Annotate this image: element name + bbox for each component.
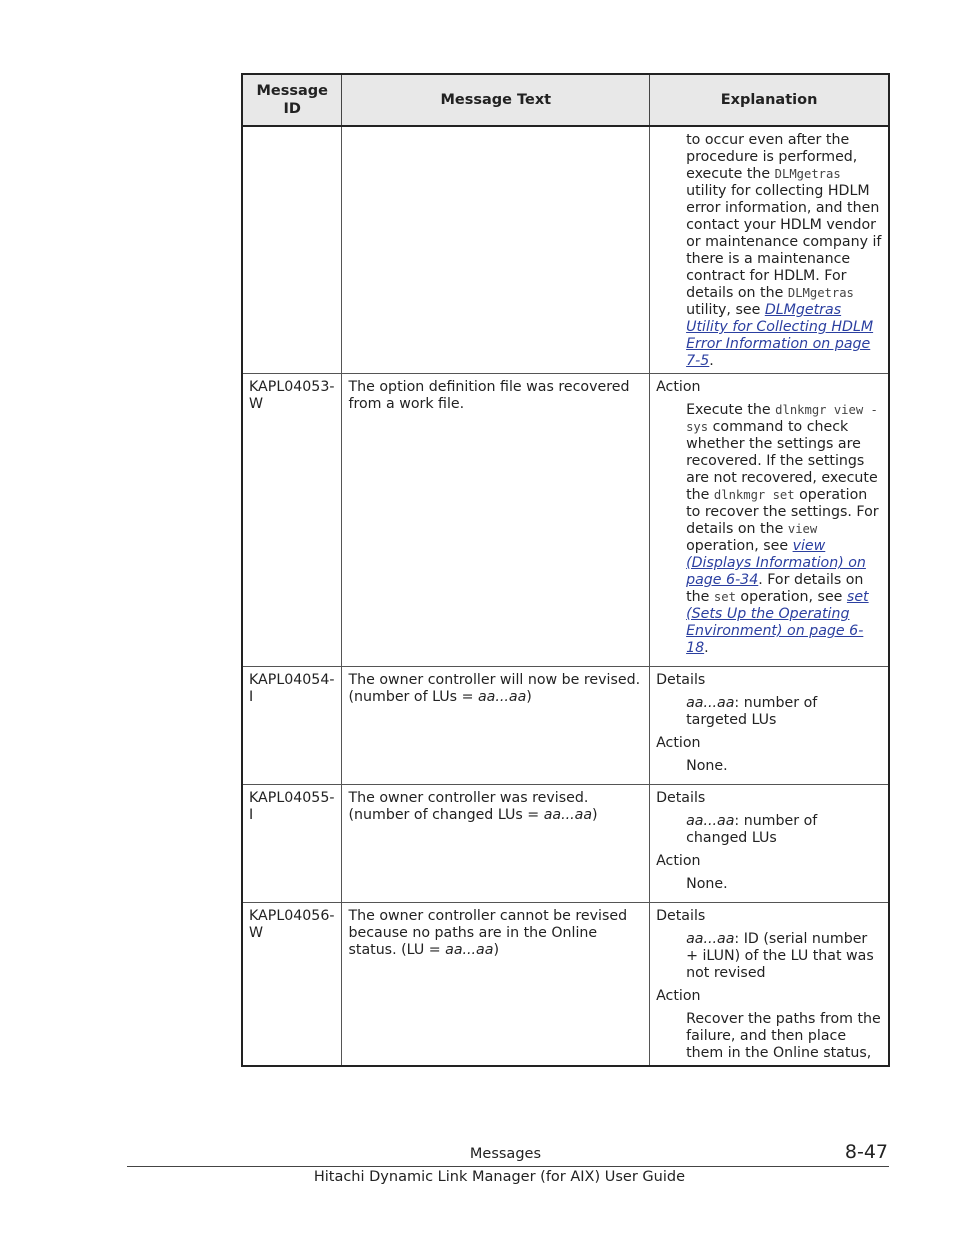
footer-divider: [127, 1166, 889, 1167]
action-label: Action: [656, 988, 701, 1004]
details-label: Details: [656, 672, 706, 688]
message-text-cell: The owner controller was revised. (number of changed LUs = aa...aa): [342, 785, 650, 903]
message-id-cell: KAPL04053-W: [242, 374, 342, 667]
message-text-cell: [342, 126, 650, 374]
table-row: [242, 903, 889, 1067]
action-text: None.: [686, 876, 728, 892]
message-id-cell: KAPL04056-W: [242, 903, 342, 1067]
explanation-cell: [650, 126, 889, 374]
message-id-cell: [242, 126, 342, 374]
explanation-cell: [650, 667, 889, 785]
details-label: Details: [656, 790, 706, 806]
message-table: [241, 73, 890, 1067]
dlmgetras-utility-link[interactable]: DLMgetras Utility for Collecting HDLM Error Information on page 7-5: [686, 302, 874, 369]
explanation-cell: [650, 785, 889, 903]
details-text: aa...aa: number of targeted LUs: [686, 695, 818, 728]
details-text: aa...aa: number of changed LUs: [686, 813, 818, 846]
action-text: None.: [686, 758, 728, 774]
table-row: [242, 785, 889, 903]
view-operation-link[interactable]: view (Displays Information) on page 6-34: [686, 538, 866, 588]
details-text: aa...aa: ID (serial number + iLUN) of the LU that was not revised: [686, 931, 874, 981]
table-row: [242, 667, 889, 785]
explanation-cell: [650, 374, 889, 667]
action-text: Execute the dlnkmgr view -sys command to check whether the settings are recovered. If the settings are not recovered, execute the dlnkmgr set operation to recover the settings. For details on the view operation, see view (Displays Information) on page 6-34. For details on the set operation, see set (Sets Up the Operating Environment) on page 6-18.: [686, 402, 879, 656]
action-label: Action: [656, 735, 701, 751]
explanation-cell: [650, 903, 889, 1067]
header-message-id: Message ID: [242, 74, 342, 126]
message-id-cell: KAPL04055-I: [242, 785, 342, 903]
footer-book-title: Hitachi Dynamic Link Manager (for AIX) User Guide: [313, 1169, 685, 1185]
table-row: [242, 126, 889, 374]
message-text-cell: The option definition file was recovered from a work file.: [342, 374, 650, 667]
header-explanation: Explanation: [650, 74, 889, 126]
message-id-cell: KAPL04054-I: [242, 667, 342, 785]
action-label: Action: [656, 379, 701, 395]
header-message-text: Message Text: [342, 74, 650, 126]
continued-action-text: to occur even after the procedure is performed, execute the DLMgetras utility for collecting HDLM error information, and then contact your HDLM vendor or maintenance company if there is a maintenance contract for HDLM. For details on the DLMgetras utility, see DLMgetras Utility for Collecting HDLM Error Information on page 7-5.: [686, 132, 882, 369]
set-operation-link[interactable]: set (Sets Up the Operating Environment) on page 6-18: [686, 589, 869, 656]
details-label: Details: [656, 908, 706, 924]
action-text: Recover the paths from the failure, and then place them in the Online status,: [686, 1011, 881, 1061]
footer-section-title: Messages: [469, 1146, 541, 1162]
action-label: Action: [656, 853, 701, 869]
table-row: [242, 374, 889, 667]
message-text-cell: The owner controller cannot be revised because no paths are in the Online status. (LU = aa...aa): [342, 903, 650, 1067]
page-number: 8-47: [844, 1141, 888, 1163]
table-header-row: [242, 74, 889, 126]
message-text-cell: The owner controller will now be revised. (number of LUs = aa...aa): [342, 667, 650, 785]
